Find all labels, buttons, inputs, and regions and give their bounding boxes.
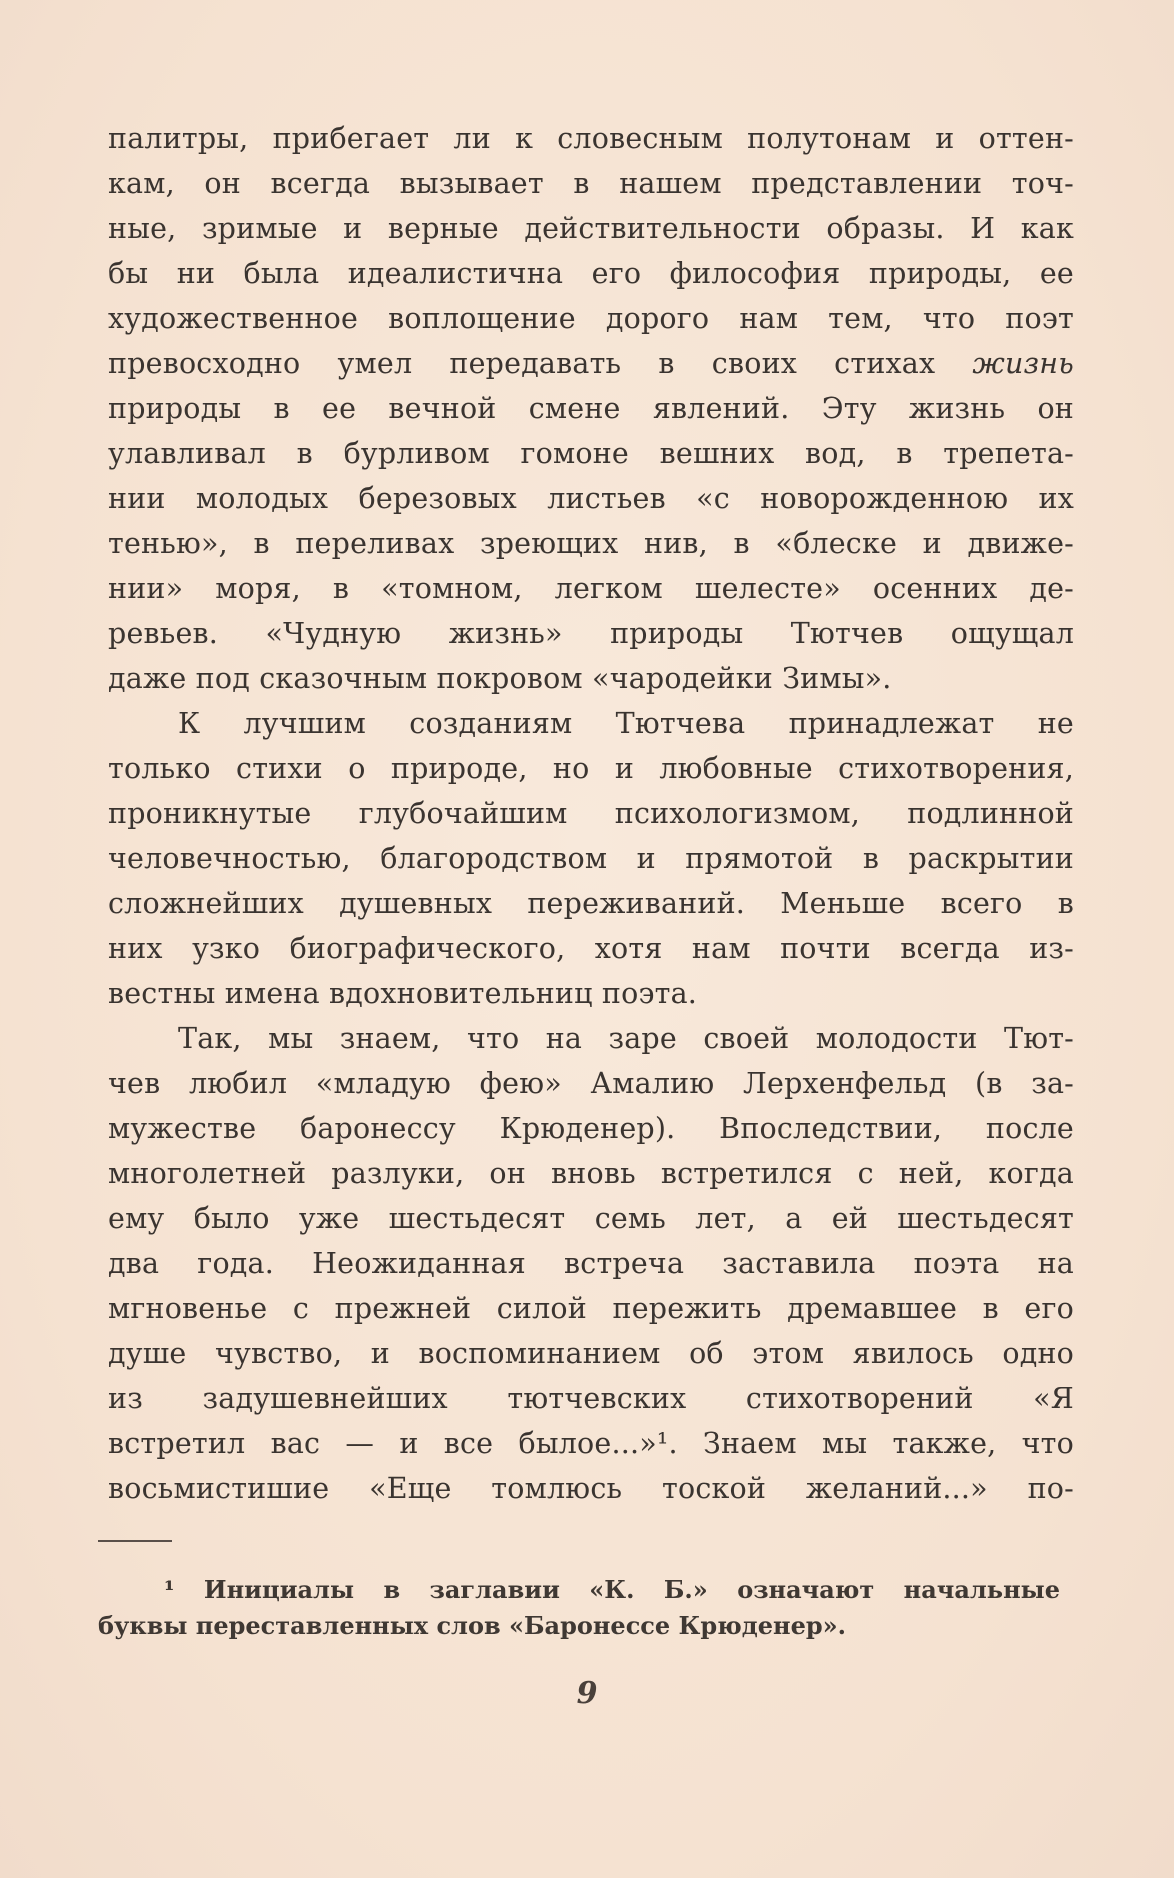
footnote-divider (98, 1540, 172, 1542)
text-line: душе чувство, и воспоминанием об этом явилось одно (108, 1337, 1074, 1370)
text-line: палитры, прибегает ли к словесным полутонам и оттен- (108, 122, 1074, 155)
text-line: художественное воплощение дорого нам тем, что поэт (108, 302, 1074, 335)
text-line: нии» моря, в «томном, легком шелесте» осенних де- (108, 572, 1074, 605)
paragraph (108, 1016, 1074, 1511)
text-line: кам, он всегда вызывает в нашем представлении точ- (108, 167, 1074, 200)
text-line: многолетней разлуки, он вновь встретился с ней, когда (108, 1157, 1074, 1190)
text-line: Так, мы знаем, что на заре своей молодости Тют- (178, 1022, 1074, 1055)
text-line: улавливал в бурливом гомоне вешних вод, в трепета- (108, 437, 1074, 470)
text-line: ные, зримые и верные действительности образы. И как (108, 212, 1074, 245)
text-line: ему было уже шестьдесят семь лет, а ей шестьдесят (108, 1202, 1074, 1235)
text-line: два года. Неожиданная встреча заставила поэта на (108, 1247, 1074, 1280)
footnote-line: буквы переставленных слов «Баронессе Крюденер». (98, 1611, 847, 1640)
text-line: К лучшим созданиям Тютчева принадлежат не (178, 707, 1074, 740)
paragraph (108, 116, 1074, 701)
emphasized-word: жизнь (972, 347, 1074, 380)
text-line: ревьев. «Чудную жизнь» природы Тютчев ощущал (108, 617, 1074, 650)
page-number: 9 (576, 1676, 598, 1711)
text-line: сложнейших душевных переживаний. Меньше всего в (108, 887, 1074, 920)
text-line: только стихи о природе, но и любовные стихотворения, (108, 752, 1074, 785)
text-line: вестны имена вдохновительниц поэта. (108, 977, 698, 1010)
text-line: мужестве баронессу Крюденер). Впоследствии, после (108, 1112, 1074, 1145)
main-text (108, 116, 1074, 1511)
text-line: нии молодых березовых листьев «с новорожденною их (108, 482, 1074, 515)
text-line: человечностью, благородством и прямотой в раскрытии (108, 842, 1074, 875)
text-line: них узко биографического, хотя нам почти всегда из- (108, 932, 1074, 965)
paragraph (108, 701, 1074, 1016)
text-line: природы в ее вечной смене явлений. Эту жизнь он (108, 392, 1074, 425)
text-line: даже под сказочным покровом «чародейки Зимы». (108, 662, 892, 695)
text-line: мгновенье с прежней силой пережить дремавшее в его (108, 1292, 1074, 1325)
text-line: встретил вас — и все былое...»¹. Знаем мы также, что (108, 1427, 1074, 1460)
text-line: превосходно умел передавать в своих стихах жизнь (108, 347, 1074, 380)
text-line: восьмистишие «Еще томлюсь тоской желаний...» по- (108, 1472, 1074, 1505)
text-line: проникнутые глубочайшим психологизмом, подлинной (108, 797, 1074, 830)
footnote-line: ¹ Инициалы в заглавии «К. Б.» означают начальные (164, 1575, 1060, 1604)
text-line: тенью», в переливах зреющих нив, в «блеске и движе- (108, 527, 1074, 560)
text-line: из задушевнейших тютчевских стихотворений «Я (108, 1382, 1074, 1415)
text-line: бы ни была идеалистична его философия природы, ее (108, 257, 1074, 290)
text-line: чев любил «младую фею» Амалию Лерхенфельд (в за- (108, 1067, 1074, 1100)
footnote (98, 1572, 1060, 1644)
